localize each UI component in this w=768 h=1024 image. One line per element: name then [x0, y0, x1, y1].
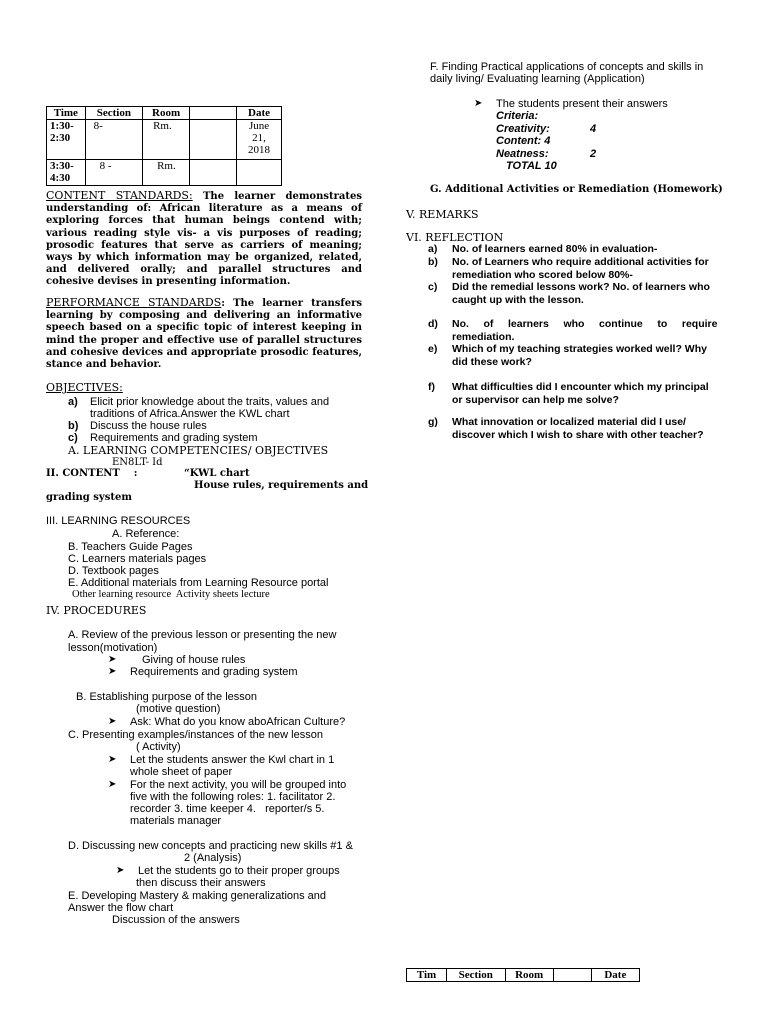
criteria-label: Criteria: [496, 110, 539, 122]
section-f: daily living/ Evaluating learning (Application) [430, 73, 645, 85]
header-date: Date [591, 969, 639, 982]
competency-code: EN8LT- Id [112, 457, 163, 468]
objectives-list [46, 396, 366, 444]
criteria-neatness-value: 2 [590, 148, 597, 160]
procedure-c: ( Activity) [136, 741, 181, 753]
objectives-heading: OBJECTIVES: [46, 381, 123, 394]
bullet-arrow-icon: ➤ [108, 716, 117, 727]
table-header-row [47, 107, 282, 120]
procedure-d: D. Discussing new concepts and practicing new skills #1 & [68, 840, 353, 852]
reflection-text: remediation. [452, 331, 515, 343]
header-section: Section [447, 969, 506, 982]
performance-standards-label: PERFORMANCE STANDARDS [46, 296, 222, 309]
cell-section: 8- [85, 120, 142, 160]
procedure-bullet: whole sheet of paper [130, 766, 233, 778]
bullet-arrow-icon: ➤ [108, 666, 117, 677]
cell-room: Rm. [143, 160, 190, 186]
objective-letter: c) [68, 432, 78, 444]
cell-date: June 21, 2018 [237, 120, 282, 160]
bullet-arrow-icon: ➤ [116, 865, 125, 876]
table-header-row [407, 969, 640, 982]
criteria-neatness: Neatness: [496, 148, 549, 160]
procedure-bullet: materials manager [130, 815, 222, 827]
reflection-text: No. of learners earned 80% in evaluation- [452, 243, 658, 255]
cell-blank [190, 120, 237, 160]
content-heading: II. CONTENT : [46, 468, 138, 479]
criteria-total: TOTAL 10 [506, 160, 557, 172]
learning-resources-heading: III. LEARNING RESOURCES [46, 515, 191, 527]
content-value: grading system [46, 492, 132, 503]
reflection-text: Did the remedial lessons work? No. of learners who [452, 281, 710, 293]
content-standards-label: CONTENT STANDARDS: [46, 189, 193, 202]
resource-item: C. Learners materials pages [68, 553, 207, 565]
table-row [47, 160, 282, 186]
header-blank [553, 969, 591, 982]
bullet-arrow-icon: ➤ [108, 654, 117, 665]
bottom-schedule-table [406, 968, 640, 982]
performance-standards [46, 297, 362, 371]
remarks-heading: V. REMARKS [406, 208, 479, 221]
reflection-text: caught up with the lesson. [452, 294, 584, 306]
schedule-table [46, 106, 282, 186]
header-blank [190, 107, 237, 120]
reflection-letter: d) [428, 318, 438, 330]
bullet-arrow-icon: ➤ [108, 779, 117, 790]
cell-time: 1:30- 2:30 [47, 120, 86, 160]
resource-other: Other learning resource Activity sheets lecture [72, 589, 270, 600]
performance-standards-text: : The learner transfers learning by composing and delivering an informative speech based on a specific topic of interest keeping in mind the proper and effective use of parallel structures and cohesive devices and appropriate prosodic features, stance and behavior. [46, 298, 362, 371]
header-time: Time [47, 107, 86, 120]
procedure-a: lesson(motivation) [68, 642, 158, 654]
procedure-d: 2 (Analysis) [184, 852, 242, 864]
procedure-e: Discussion of the answers [112, 914, 240, 926]
cell-time: 3:30- 4:30 [47, 160, 86, 186]
objective-letter: b) [68, 420, 79, 432]
header-section: Section [85, 107, 142, 120]
procedure-a: A. Review of the previous lesson or presenting the new [68, 629, 337, 641]
content-standards [46, 190, 362, 289]
cell-date [237, 160, 282, 186]
reflection-text: remediation who scored below 80%- [452, 269, 633, 281]
reflection-text: did these work? [452, 356, 532, 368]
reflection-heading: VI. REFLECTION [406, 231, 504, 244]
reference-label: A. Reference: [112, 528, 180, 540]
bullet-arrow-icon: ➤ [474, 98, 483, 109]
procedure-bullet: Requirements and grading system [130, 666, 298, 678]
table-row [47, 120, 282, 160]
objective-text: Elicit prior knowledge about the traits, values and [90, 396, 330, 408]
resource-item: B. Teachers Guide Pages [68, 541, 193, 553]
section-f: F. Finding Practical applications of concepts and skills in [430, 61, 704, 73]
objective-text: Requirements and grading system [90, 432, 258, 444]
procedure-b: (motive question) [136, 703, 221, 715]
procedure-bullet: Ask: What do you know aboAfrican Culture? [130, 716, 346, 728]
criteria-creativity-value: 4 [590, 123, 597, 135]
objective-text: Discuss the house rules [90, 420, 207, 432]
reflection-text: or supervisor can help me solve? [452, 394, 619, 406]
resource-item: D. Textbook pages [68, 565, 159, 577]
criteria-content: Content: 4 [496, 135, 551, 147]
reflection-text: No. of learners who continue to require [452, 318, 718, 330]
reflection-letter: a) [428, 243, 438, 255]
reflection-text: What innovation or localized material did I use/ [452, 416, 686, 428]
reflection-letter: f) [428, 381, 435, 393]
content-standards-text: The learner demonstrates understanding of: African literature as a means of exploring forces that human beings contend with; various reading style vis- a vis purposes of reading; prosodic features that serve as carriers of meaning; ways by which information may be organized, related, and delivered orally; and parallel structures and cohesive devises in presenting information. [46, 191, 362, 288]
content-value: House rules, requirements and [194, 480, 369, 491]
procedure-bullet: five with the following roles: 1. facilitator 2. [130, 791, 336, 803]
reflection-text: discover which I wish to share with other teacher? [452, 429, 704, 441]
cell-section: 8 - [85, 160, 142, 186]
objective-text: traditions of Africa.Answer the KWL chart [90, 408, 290, 420]
procedures-heading: IV. PROCEDURES [46, 604, 147, 617]
reflection-text: No. of Learners who require additional activities for [452, 256, 709, 268]
procedure-bullet: Let the students go to their proper groups [138, 865, 340, 877]
section-g-heading: G. Additional Activities or Remediation (Homework) [430, 184, 723, 195]
header-room: Room [143, 107, 190, 120]
header-time: Tim [407, 969, 447, 982]
reflection-list [406, 243, 726, 443]
header-room: Room [505, 969, 553, 982]
procedure-b: B. Establishing purpose of the lesson [76, 691, 258, 703]
reflection-letter: g) [428, 416, 438, 428]
procedure-bullet: For the next activity, you will be grouped into [130, 779, 347, 791]
resource-item: E. Additional materials from Learning Resource portal [68, 577, 329, 589]
objective-letter: a) [68, 396, 78, 408]
procedure-bullet: recorder 3. time keeper 4. reporter/s 5. [130, 803, 325, 815]
present-answers: The students present their answers [496, 98, 668, 110]
header-date: Date [237, 107, 282, 120]
cell-blank [190, 160, 237, 186]
reflection-letter: e) [428, 343, 438, 355]
reflection-text: Which of my teaching strategies worked well? Why [452, 343, 707, 355]
bullet-arrow-icon: ➤ [108, 754, 117, 765]
reflection-letter: b) [428, 256, 438, 268]
procedure-bullet: Giving of house rules [142, 654, 246, 666]
procedure-bullet: then discuss their answers [136, 877, 266, 889]
procedure-e: E. Developing Mastery & making generalizations and [68, 890, 327, 902]
content-value: “KWL chart [184, 468, 250, 479]
criteria-creativity: Creativity: [496, 123, 550, 135]
procedure-bullet: Let the students answer the Kwl chart in 1 [130, 754, 335, 766]
procedure-e: Answer the flow chart [68, 902, 174, 914]
reflection-letter: c) [428, 281, 438, 293]
reflection-text: What difficulties did I encounter which my principal [452, 381, 709, 393]
procedure-c: C. Presenting examples/instances of the new lesson [68, 729, 323, 741]
cell-room: Rm. [143, 120, 190, 160]
learning-competencies: A. LEARNING COMPETENCIES/ OBJECTIVES [68, 444, 329, 457]
